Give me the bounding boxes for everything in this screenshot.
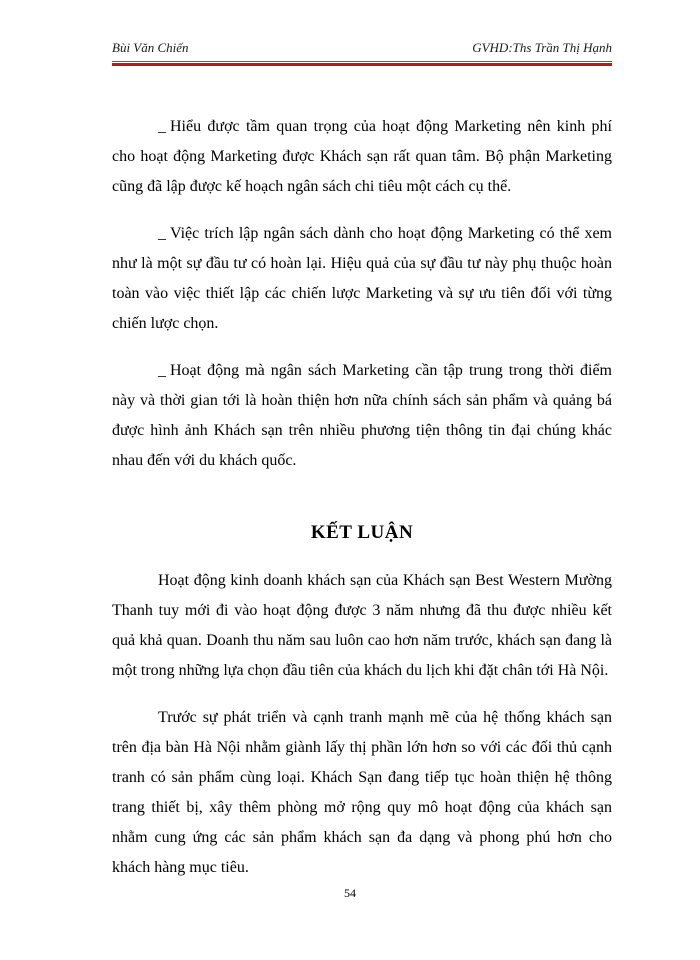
bullet-text: Hiểu được tầm quan trọng của hoạt động Marketing nên kinh phí cho hoạt động Marketing được Khách sạn rất quan tâm. Bộ phận Marketing cũng đã lập được kế hoạch ngân sách chi tiêu một cách cụ thể. (112, 118, 612, 195)
header-rule-thin (112, 61, 612, 62)
header-author: Bùi Văn Chiến (112, 40, 189, 55)
header-advisor: GVHD:Ths Trần Thị Hạnh (472, 40, 612, 55)
bullet-paragraph-2 (112, 219, 612, 339)
bullet-text: Việc trích lập ngân sách dành cho hoạt động Marketing có thể xem như là một sự đầu tư có hoàn lại. Hiệu quả của sự đầu tư này phụ thuộc hoàn toàn vào việc thiết lập các chiến lược Marketing và sự ưu tiên đối với từng chiến lược chọn. (112, 225, 612, 332)
bullet-marker: _ (158, 362, 166, 379)
bullet-paragraph-1 (112, 112, 612, 202)
section-heading: KẾT LUẬN (310, 522, 414, 543)
page-header (112, 40, 612, 60)
conclusion-paragraph-2: Trước sự phát triển và cạnh tranh mạnh mẽ của hệ thống khách sạn trên địa bàn Hà Nội nhằm giành lấy thị phần lớn hơn so với các đối thủ cạnh tranh có sản phẩm cùng loại. Khách Sạn đang tiếp tục hoàn thiện hệ thông trang thiết bị, xây thêm phòng mở rộng quy mô hoạt động của khách sạn nhằm cung ứng các sản phẩm khách sạn đa dạng và phong phú hơn cho khách hàng mục tiêu. (112, 709, 612, 876)
page-body (112, 112, 612, 900)
header-rule-thick (112, 63, 612, 66)
conclusion-paragraph-1: Hoạt động kinh doanh khách sạn của Khách sạn Best Western Mường Thanh tuy mới đi vào hoạt động được 3 năm nhưng đã thu được nhiều kết quả khả quan. Doanh thu năm sau luôn cao hơn năm trước, khách sạn đang là một trong những lựa chọn đầu tiên của khách du lịch khi đặt chân tới Hà Nội. (112, 572, 612, 679)
bullet-marker: _ (158, 225, 166, 242)
page-number: 54 (344, 886, 356, 900)
bullet-marker: _ (158, 118, 166, 135)
bullet-paragraph-3 (112, 356, 612, 476)
bullet-text: Hoạt động mà ngân sách Marketing cần tập trung trong thời điểm này và thời gian tới là hoàn thiện hơn nữa chính sách sản phẩm và quảng bá được hình ảnh Khách sạn trên nhiều phương tiện thông tin đại chúng khác nhau đến với du khách quốc. (112, 362, 612, 469)
